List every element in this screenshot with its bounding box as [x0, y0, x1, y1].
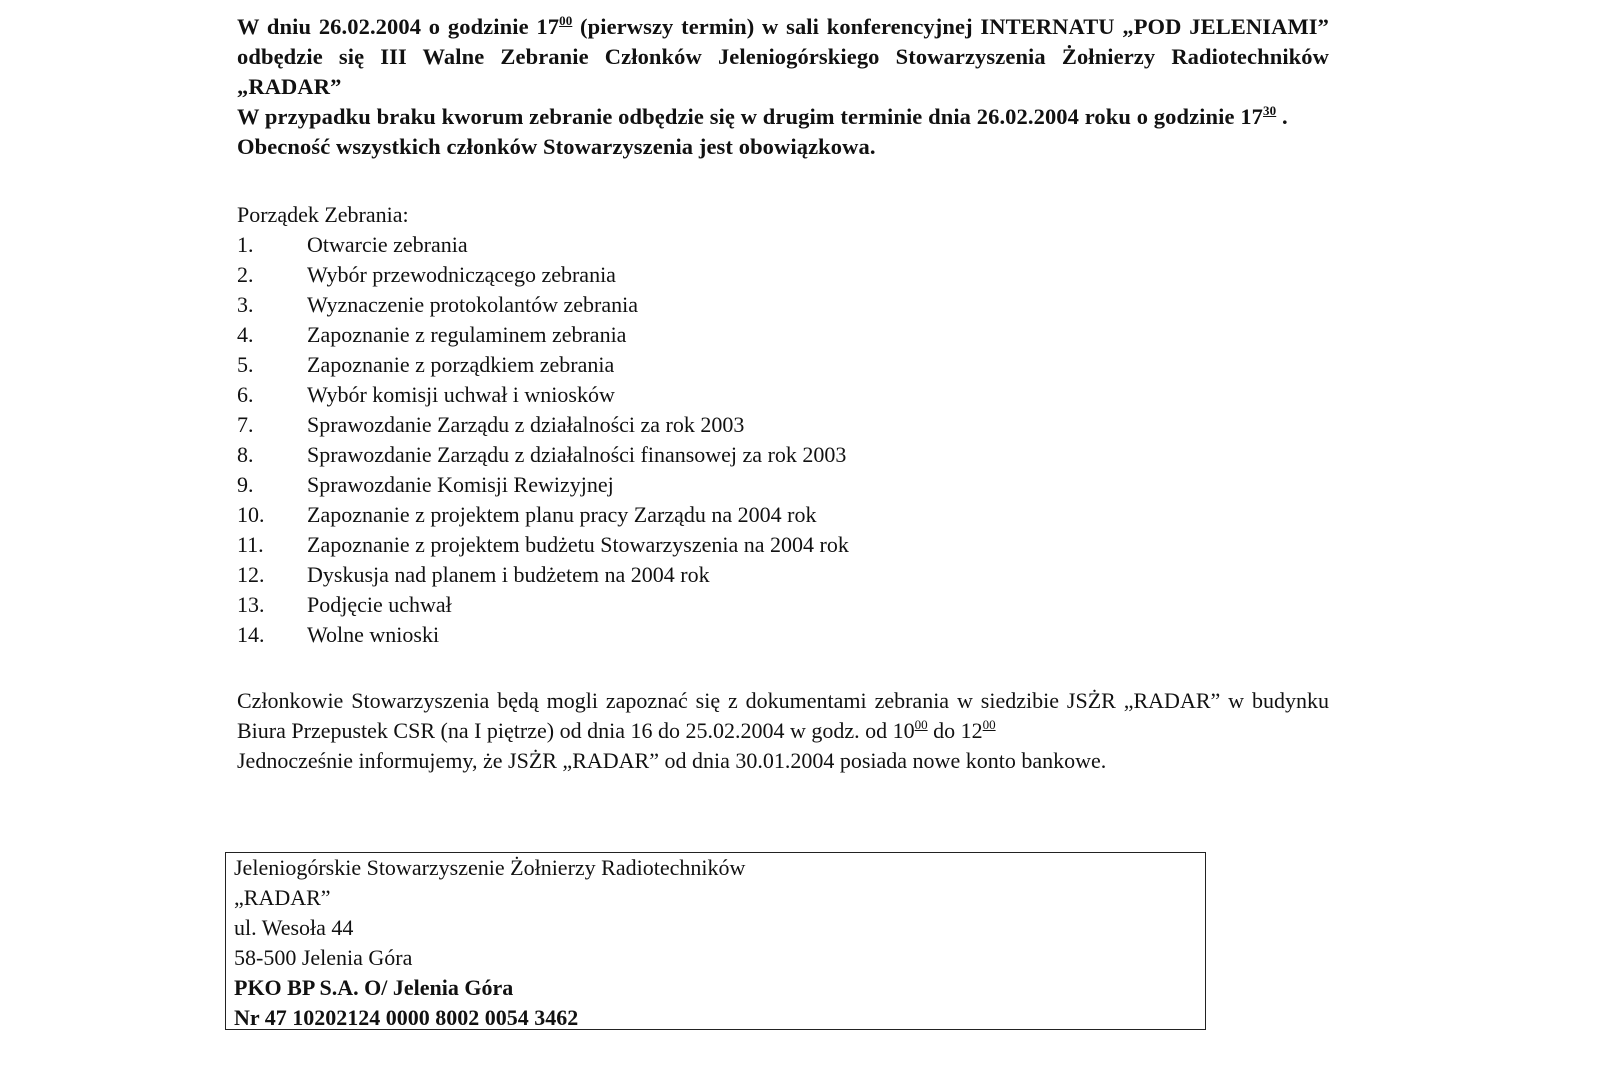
documents-notice: [237, 686, 1329, 746]
street-address: ul. Wesoła 44: [234, 915, 354, 940]
agenda-number: 14.: [237, 622, 265, 647]
agenda-text: Wyznaczenie protokolantów zebrania: [307, 292, 638, 317]
documents-text-cont: do 12: [927, 718, 983, 743]
agenda-number: 9.: [237, 472, 254, 497]
agenda-item: [237, 410, 1329, 440]
bank-notice: Jednocześnie informujemy, że JSŻR „RADAR” od dnia 30.01.2004 posiada nowe konto bankowe.: [237, 748, 1107, 773]
agenda-text: Sprawozdanie Zarządu z działalności za rok 2003: [307, 412, 745, 437]
agenda-number: 13.: [237, 592, 265, 617]
address-box: [225, 852, 1206, 1030]
documents-text: Członkowie Stowarzyszenia będą mogli zapoznać się z dokumentami zebrania w siedzibie JSŻR „RADAR” w budynku Biura Przepustek CSR (na I piętrze) od dnia 16 do 25.02.2004 w godz. od 10: [237, 688, 1329, 743]
agenda-number: 5.: [237, 352, 254, 377]
agenda-item: [237, 470, 1329, 500]
agenda-number: 12.: [237, 562, 265, 587]
agenda-number: 4.: [237, 322, 254, 347]
agenda-item: [237, 350, 1329, 380]
agenda-title: Porządek Zebrania:: [237, 202, 409, 227]
time-superscript: 00: [914, 717, 928, 732]
info-section: [237, 686, 1329, 776]
city-address: 58-500 Jelenia Góra: [234, 945, 413, 970]
agenda-item: [237, 380, 1329, 410]
agenda-text: Zapoznanie z regulaminem zebrania: [307, 322, 627, 347]
agenda-number: 2.: [237, 262, 254, 287]
attendance-notice: Obecność wszystkich członków Stowarzyszenia jest obowiązkowa.: [237, 134, 876, 159]
agenda-text: Zapoznanie z porządkiem zebrania: [307, 352, 615, 377]
agenda-item: [237, 620, 1329, 650]
org-name: Jeleniogórskie Stowarzyszenie Żołnierzy Radiotechników: [234, 855, 746, 880]
quorum-text: W przypadku braku kworum zebranie odbędzie się w drugim terminie dnia 26.02.2004 roku o godzinie 17: [237, 104, 1264, 129]
time-superscript: 00: [982, 717, 996, 732]
agenda-text: Sprawozdanie Zarządu z działalności finansowej za rok 2003: [307, 442, 847, 467]
document-body: [237, 12, 1329, 776]
agenda-item: [237, 290, 1329, 320]
agenda-item: [237, 230, 1329, 260]
agenda-text: Wybór przewodniczącego zebrania: [307, 262, 616, 287]
agenda-item: [237, 590, 1329, 620]
agenda-item: [237, 500, 1329, 530]
agenda-text: Otwarcie zebrania: [307, 232, 468, 257]
bank-name: PKO BP S.A. O/ Jelenia Góra: [234, 975, 514, 1000]
agenda-item: [237, 560, 1329, 590]
agenda-number: 1.: [237, 232, 254, 257]
time-superscript: 00: [559, 13, 573, 28]
agenda-text: Zapoznanie z projektem planu pracy Zarządu na 2004 rok: [307, 502, 817, 527]
agenda-text: Wolne wnioski: [307, 622, 440, 647]
agenda-text: Sprawozdanie Komisji Rewizyjnej: [307, 472, 614, 497]
quorum-text-end: .: [1276, 104, 1288, 129]
agenda-text: Wybór komisji uchwał i wniosków: [307, 382, 615, 407]
quorum-notice: [237, 102, 1329, 132]
announcement-text-cont: (pierwszy termin) w sali konferencyjnej INTERNATU „POD JELENIAMI” odbędzie się III Walne Zebranie Członków Jeleniogórskiego Stowarzyszenia Żołnierzy Radiotechników „RADAR”: [237, 14, 1330, 99]
meeting-announcement: [237, 12, 1329, 102]
announcement-text: W dniu 26.02.2004 o godzinie 17: [237, 14, 560, 39]
agenda-text: Dyskusja nad planem i budżetem na 2004 rok: [307, 562, 710, 587]
account-number: Nr 47 10202124 0000 8002 0054 3462: [234, 1005, 579, 1030]
agenda-text: Podjęcie uchwał: [307, 592, 452, 617]
agenda-item: [237, 440, 1329, 470]
agenda-item: [237, 320, 1329, 350]
agenda-number: 7.: [237, 412, 254, 437]
agenda-number: 6.: [237, 382, 254, 407]
agenda-number: 8.: [237, 442, 254, 467]
agenda-item: [237, 260, 1329, 290]
agenda-number: 10.: [237, 502, 265, 527]
agenda-number: 3.: [237, 292, 254, 317]
agenda-list: [237, 230, 1329, 650]
agenda-text: Zapoznanie z projektem budżetu Stowarzyszenia na 2004 rok: [307, 532, 849, 557]
agenda-number: 11.: [237, 532, 264, 557]
time-superscript: 30: [1263, 103, 1277, 118]
agenda-item: [237, 530, 1329, 560]
org-short-name: „RADAR”: [234, 885, 331, 910]
